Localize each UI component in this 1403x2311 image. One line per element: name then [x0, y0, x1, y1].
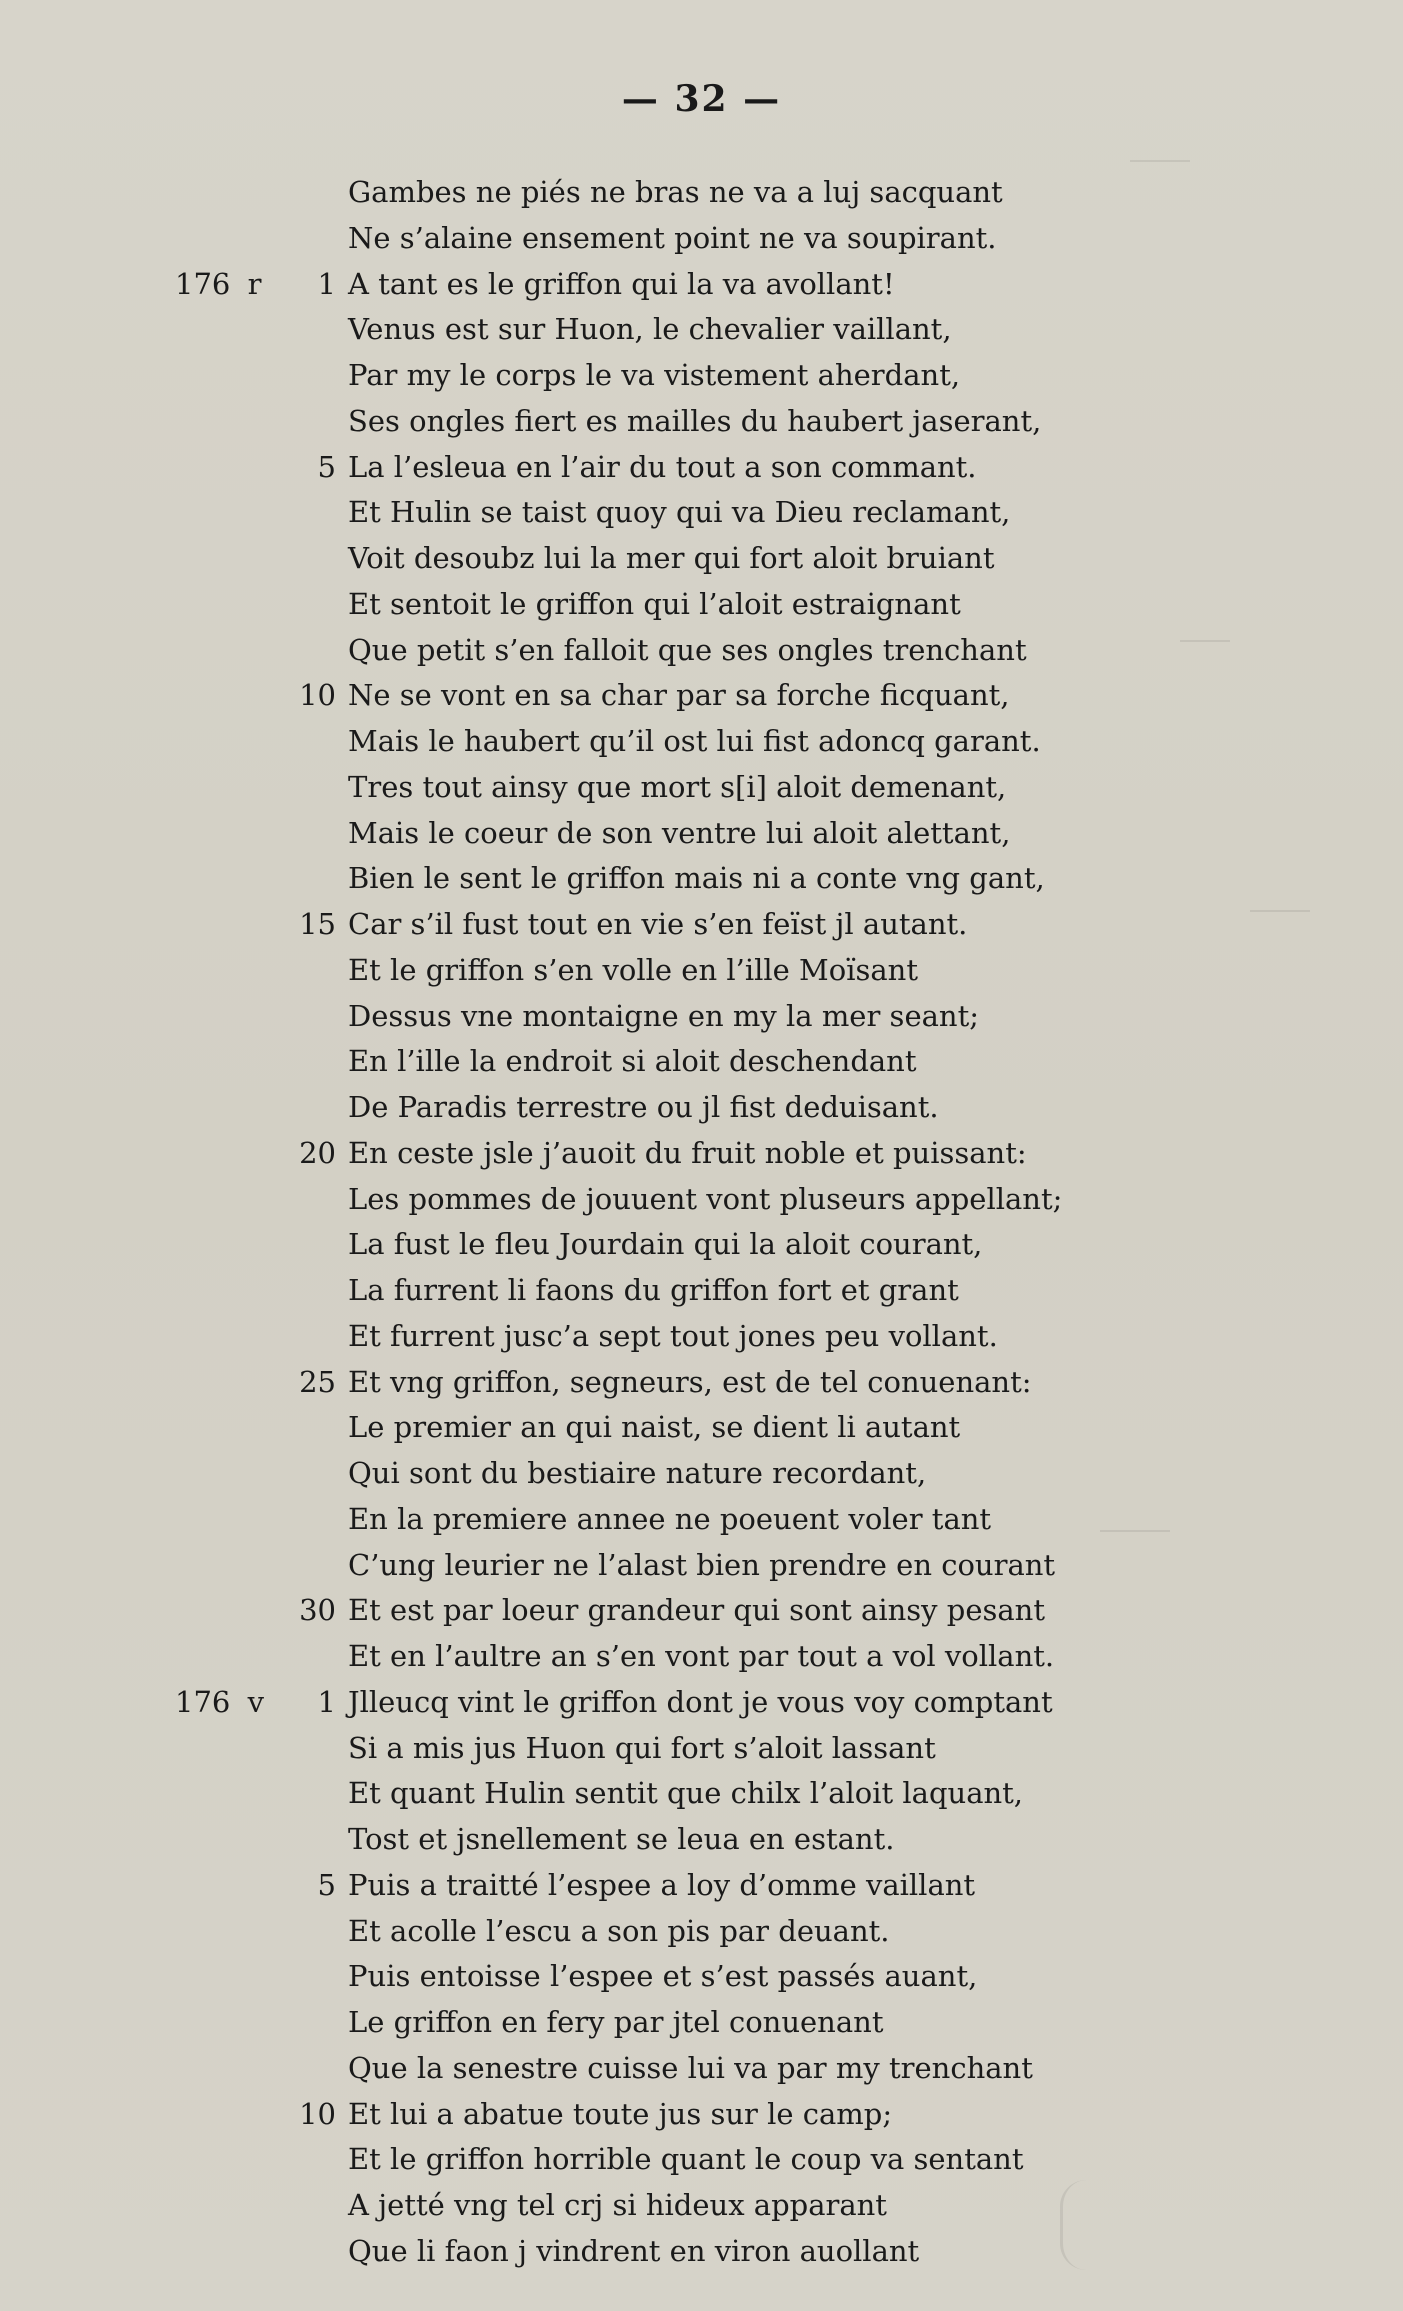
verse-line [0, 1634, 1403, 1680]
verse-text: Ne s’alaine ensement point ne va soupirant. [348, 220, 997, 255]
verse-text: Le griffon en fery par jtel conuenant [348, 2005, 884, 2039]
verse-line [0, 1588, 1403, 1634]
verse-lines [0, 170, 1403, 2275]
verse-text: Puis entoisse l’espee et s’est passés auant, [348, 1959, 978, 1994]
verse-line [0, 811, 1403, 857]
verse-line [0, 582, 1403, 628]
verse-text: Et est par loeur grandeur qui sont ainsy pesant [348, 1593, 1046, 1628]
verse-text: Si a mis jus Huon qui fort s’aloit lassant [348, 1730, 936, 1765]
line-number: 1 [317, 1684, 336, 1719]
verse-line [0, 490, 1403, 536]
verse-line [0, 1268, 1403, 1314]
verse-line [0, 262, 1403, 308]
verse-line [0, 1863, 1403, 1909]
verse-line [0, 2137, 1403, 2183]
bleed-through-mark [1130, 160, 1190, 163]
verse-text: Le premier an qui naist, se dient li autant [348, 1410, 961, 1445]
verse-text: Que li faon j vindrent en viron auollant [348, 2233, 920, 2268]
verse-line [0, 994, 1403, 1040]
verse-text: Voit desoubz lui la mer qui fort aloit bruiant [348, 541, 995, 575]
verse-text: Ses ongles fiert es mailles du haubert jaserant, [348, 403, 1042, 438]
verse-line [0, 1817, 1403, 1863]
line-number: 10 [299, 2096, 336, 2131]
verse-text: Que petit s’en falloit que ses ongles trenchant [348, 632, 1027, 667]
verse-text: Qui sont du bestiaire nature recordant, [348, 1456, 927, 1490]
verse-text: La fust le fleu Jourdain qui la aloit courant, [348, 1227, 983, 1262]
page-number: — 32 — [621, 78, 782, 120]
verse-text: En ceste jsle j’auoit du fruit noble et puissant: [348, 1135, 1027, 1170]
verse-line [0, 1497, 1403, 1543]
verse-text: A jetté vng tel crj si hideux apparant [348, 2188, 887, 2222]
verse-text: Puis a traitté l’espee a loy d’omme vaillant [348, 1867, 976, 1902]
verse-text: Ne se vont en sa char par sa forche ficquant, [348, 678, 1010, 713]
verse-line [0, 902, 1403, 948]
verse-text: Et lui a abatue toute jus sur le camp; [348, 2096, 893, 2131]
verse-line [0, 1085, 1403, 1131]
verse-line [0, 1039, 1403, 1085]
verse-line [0, 1222, 1403, 1268]
verse-line [0, 1314, 1403, 1360]
verse-text: La l’esleua en l’air du tout a son commant. [348, 449, 977, 484]
verse-line [0, 2229, 1403, 2275]
verse-text: De Paradis terrestre ou jl fist deduisant. [348, 1090, 939, 1124]
verse-text: Et acolle l’escu a son pis par deuant. [348, 1913, 890, 1948]
verse-text: Et le griffon horrible quant le coup va sentant [348, 2142, 1024, 2177]
verse-line [0, 1954, 1403, 2000]
verse-line [0, 1177, 1403, 1223]
folio-marker: 176 v [175, 1684, 264, 1719]
folio-marker: 176 r [175, 266, 262, 301]
verse-text: Et en l’aultre an s’en vont par tout a vol vollant. [348, 1639, 1055, 1673]
verse-line [0, 628, 1403, 674]
verse-line [0, 1909, 1403, 1955]
verse-text: Tost et jsnellement se leua en estant. [348, 1822, 895, 1856]
verse-text: Venus est sur Huon, le chevalier vaillant, [348, 312, 952, 347]
line-number: 15 [299, 907, 336, 941]
verse-text: Et quant Hulin sentit que chilx l’aloit laquant, [348, 1776, 1024, 1811]
verse-line [0, 216, 1403, 262]
verse-line [0, 2183, 1403, 2229]
verse-line [0, 536, 1403, 582]
verse-text: Dessus vne montaigne en my la mer seant; [348, 998, 979, 1033]
verse-line [0, 1543, 1403, 1589]
verse-line [0, 1405, 1403, 1451]
verse-text: Mais le haubert qu’il ost lui fist adoncq garant. [348, 724, 1041, 758]
verse-text: Par my le corps le va vistement aherdant, [348, 358, 961, 392]
verse-line [0, 673, 1403, 719]
line-number: 30 [299, 1593, 336, 1628]
verse-text: En l’ille la endroit si aloit deschendant [348, 1044, 917, 1079]
verse-line [0, 856, 1403, 902]
verse-text: Et furrent jusc’a sept tout jones peu vollant. [348, 1318, 998, 1353]
verse-text: Gambes ne piés ne bras ne va a luj sacquant [348, 175, 1003, 209]
verse-line [0, 1726, 1403, 1772]
verse-text: Tres tout ainsy que mort s[i] aloit demenant, [348, 769, 1007, 804]
verse-line [0, 1131, 1403, 1177]
verse-text: Jlleucq vint le griffon dont je vous voy comptant [348, 1684, 1053, 1719]
verse-text: Que la senestre cuisse lui va par my trenchant [348, 2050, 1033, 2085]
verse-text: Les pommes de jouuent vont pluseurs appellant; [348, 1181, 1063, 1216]
verse-line [0, 1680, 1403, 1726]
line-number: 25 [299, 1364, 336, 1399]
verse-line [0, 2000, 1403, 2046]
verse-line [0, 170, 1403, 216]
verse-line [0, 1360, 1403, 1406]
line-number: 1 [317, 266, 336, 301]
verse-line [0, 948, 1403, 994]
line-number: 10 [299, 678, 336, 713]
verse-line [0, 765, 1403, 811]
verse-text: La furrent li faons du griffon fort et grant [348, 1273, 959, 1307]
verse-line [0, 2046, 1403, 2092]
verse-line [0, 399, 1403, 445]
line-number: 20 [299, 1135, 336, 1170]
verse-text: C’ung leurier ne l’alast bien prendre en courant [348, 1547, 1056, 1582]
verse-line [0, 719, 1403, 765]
line-number: 5 [317, 449, 336, 484]
verse-text: A tant es le griffon qui la va avollant! [348, 266, 895, 301]
verse-text: Mais le coeur de son ventre lui aloit alettant, [348, 815, 1011, 850]
verse-text: Car s’il fust tout en vie s’en feïst jl autant. [348, 907, 968, 941]
verse-line [0, 1771, 1403, 1817]
verse-line [0, 1451, 1403, 1497]
verse-text: Bien le sent le griffon mais ni a conte vng gant, [348, 861, 1045, 896]
verse-line [0, 445, 1403, 491]
verse-line [0, 307, 1403, 353]
verse-line [0, 353, 1403, 399]
verse-text: Et Hulin se taist quoy qui va Dieu reclamant, [348, 495, 1011, 530]
verse-text: En la premiere annee ne poeuent voler tant [348, 1501, 992, 1536]
verse-text: Et vng griffon, segneurs, est de tel conuenant: [348, 1364, 1032, 1399]
verse-text: Et le griffon s’en volle en l’ille Moïsant [348, 952, 918, 987]
verse-line [0, 2092, 1403, 2138]
verse-text: Et sentoit le griffon qui l’aloit estraignant [348, 586, 961, 621]
line-number: 5 [317, 1867, 336, 1902]
